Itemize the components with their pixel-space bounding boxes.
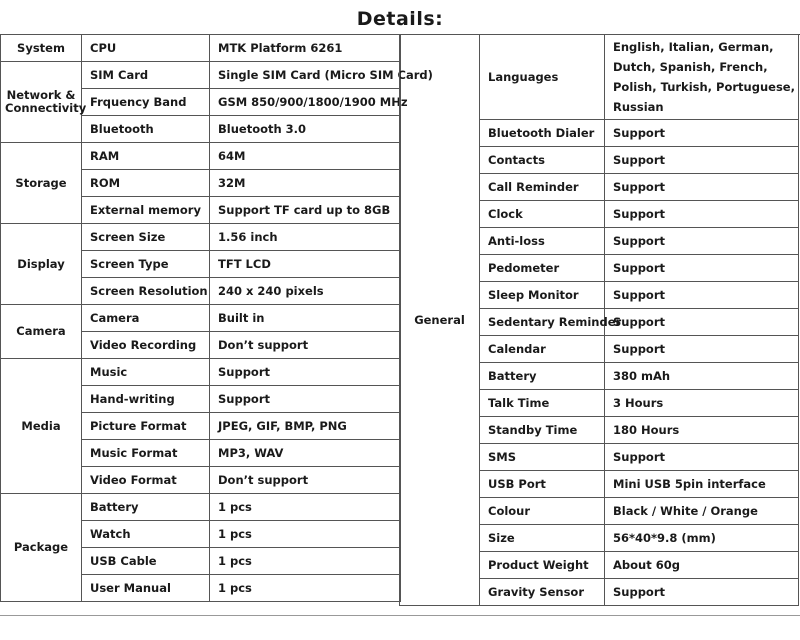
spec-value: Support xyxy=(605,174,799,201)
spec-row xyxy=(400,35,799,120)
spec-value: Support xyxy=(605,579,799,606)
spec-value: Don’t support xyxy=(210,467,401,494)
spec-label: Video Format xyxy=(82,467,210,494)
spec-label: Frquency Band xyxy=(82,89,210,116)
spec-value: Support xyxy=(605,120,799,147)
group-label: Storage xyxy=(1,143,82,224)
spec-value: 32M xyxy=(210,170,401,197)
spec-value: Support xyxy=(210,386,401,413)
spec-label: Standby Time xyxy=(480,417,605,444)
spec-value: 380 mAh xyxy=(605,363,799,390)
spec-label: Calendar xyxy=(480,336,605,363)
spec-value: 1.56 inch xyxy=(210,224,401,251)
spec-label: Colour xyxy=(480,498,605,525)
spec-label: Call Reminder xyxy=(480,174,605,201)
spec-value: 180 Hours xyxy=(605,417,799,444)
spec-value: MTK Platform 6261 xyxy=(210,35,401,62)
spec-label: Sedentary Reminder xyxy=(480,309,605,336)
spec-row xyxy=(1,224,401,251)
spec-value: Mini USB 5pin interface xyxy=(605,471,799,498)
spec-label: Size xyxy=(480,525,605,552)
spec-value: About 60g xyxy=(605,552,799,579)
spec-label: ROM xyxy=(82,170,210,197)
right-spec-table xyxy=(399,34,799,606)
spec-value: Support xyxy=(605,147,799,174)
spec-label: Hand-writing xyxy=(82,386,210,413)
spec-value: Support xyxy=(210,359,401,386)
spec-label: Contacts xyxy=(480,147,605,174)
spec-value: Support TF card up to 8GB xyxy=(210,197,401,224)
spec-value: 240 x 240 pixels xyxy=(210,278,401,305)
spec-label: Video Recording xyxy=(82,332,210,359)
group-label: Media xyxy=(1,359,82,494)
group-label: Package xyxy=(1,494,82,602)
spec-value: 3 Hours xyxy=(605,390,799,417)
spec-row xyxy=(1,359,401,386)
spec-value: Support xyxy=(605,309,799,336)
spec-label: Gravity Sensor xyxy=(480,579,605,606)
spec-value: JPEG, GIF, BMP, PNG xyxy=(210,413,401,440)
spec-value: Support xyxy=(605,255,799,282)
spec-label: Languages xyxy=(480,35,605,120)
spec-label: Music xyxy=(82,359,210,386)
spec-row xyxy=(1,305,401,332)
spec-value: 1 pcs xyxy=(210,494,401,521)
spec-value: Bluetooth 3.0 xyxy=(210,116,401,143)
spec-label: USB Cable xyxy=(82,548,210,575)
spec-label: Picture Format xyxy=(82,413,210,440)
spec-label: Watch xyxy=(82,521,210,548)
spec-label: Screen Resolution xyxy=(82,278,210,305)
spec-row xyxy=(1,62,401,89)
spec-label: CPU xyxy=(82,35,210,62)
left-spec-table xyxy=(0,34,433,602)
page-title: Details: xyxy=(356,8,444,30)
spec-value: MP3, WAV xyxy=(210,440,401,467)
bottom-divider xyxy=(0,615,800,616)
spec-label: Clock xyxy=(480,201,605,228)
spec-label: USB Port xyxy=(480,471,605,498)
spec-label: Camera xyxy=(82,305,210,332)
spec-label: User Manual xyxy=(82,575,210,602)
spec-row xyxy=(1,494,401,521)
spec-label: RAM xyxy=(82,143,210,170)
spec-label: SMS xyxy=(480,444,605,471)
spec-label: Battery xyxy=(480,363,605,390)
spec-value: TFT LCD xyxy=(210,251,401,278)
spec-value: Support xyxy=(605,201,799,228)
spec-value: 1 pcs xyxy=(210,575,401,602)
group-label: System xyxy=(1,35,82,62)
group-label: General xyxy=(400,35,480,606)
spec-label: SIM Card xyxy=(82,62,210,89)
spec-label: Pedometer xyxy=(480,255,605,282)
spec-value: 56*40*9.8 (mm) xyxy=(605,525,799,552)
spec-value: Don’t support xyxy=(210,332,401,359)
spec-value: Support xyxy=(605,282,799,309)
spec-label: Talk Time xyxy=(480,390,605,417)
spec-label: Anti-loss xyxy=(480,228,605,255)
spec-label: Bluetooth xyxy=(82,116,210,143)
spec-value: Single SIM Card (Micro SIM Card) xyxy=(210,62,401,89)
spec-label: Music Format xyxy=(82,440,210,467)
spec-value: Built in xyxy=(210,305,401,332)
spec-label: Screen Type xyxy=(82,251,210,278)
spec-label: Battery xyxy=(82,494,210,521)
spec-label: Bluetooth Dialer xyxy=(480,120,605,147)
spec-label: External memory xyxy=(82,197,210,224)
spec-label: Product Weight xyxy=(480,552,605,579)
spec-value: Support xyxy=(605,228,799,255)
spec-row xyxy=(1,35,401,62)
spec-value: Black / White / Orange xyxy=(605,498,799,525)
spec-value: Support xyxy=(605,444,799,471)
group-label: Display xyxy=(1,224,82,305)
spec-label: Screen Size xyxy=(82,224,210,251)
spec-value: English, Italian, German, Dutch, Spanish, French, Polish, Turkish, Portuguese, Russian xyxy=(605,35,799,120)
spec-label: Sleep Monitor xyxy=(480,282,605,309)
group-label: Camera xyxy=(1,305,82,359)
spec-value: 1 pcs xyxy=(210,521,401,548)
spec-value: 1 pcs xyxy=(210,548,401,575)
spec-value: 64M xyxy=(210,143,401,170)
spec-row xyxy=(1,143,401,170)
spec-value: Support xyxy=(605,336,799,363)
group-label: Network & Connectivity xyxy=(1,62,82,143)
spec-value: GSM 850/900/1800/1900 MHz xyxy=(210,89,401,116)
